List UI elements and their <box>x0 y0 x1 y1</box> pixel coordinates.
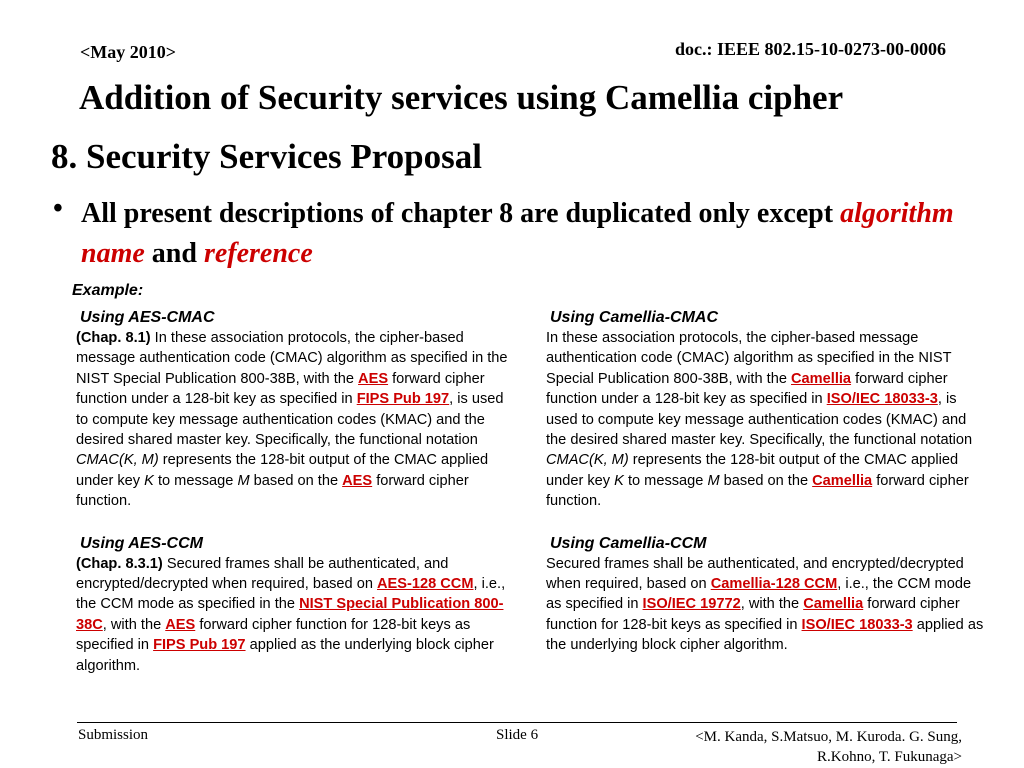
spacer <box>76 512 516 534</box>
header-date: <May 2010> <box>80 42 177 62</box>
bullet-symbol: • <box>53 193 63 224</box>
aes-link[interactable]: AES <box>342 472 373 489</box>
footer-authors <box>695 727 962 767</box>
text-span: to message <box>153 472 238 489</box>
camellia-128-ccm-link[interactable]: Camellia-128 CCM <box>710 576 838 593</box>
text-span: based on the <box>249 472 343 489</box>
aes-ccm-heading: Using AES-CCM <box>80 534 203 552</box>
fips-pub-197-link[interactable]: FIPS Pub 197 <box>153 637 246 654</box>
text-span: forward cipher function. <box>546 472 969 510</box>
iso-iec-18033-3-link[interactable]: ISO/IEC 18033-3 <box>826 391 938 408</box>
authors-line-2: R.Kohno, T. Fukunaga> <box>817 749 962 765</box>
left-column <box>76 308 516 676</box>
bullet-text-mid: and <box>144 238 204 269</box>
aes-link[interactable]: AES <box>358 370 389 387</box>
text-span: to message <box>623 472 708 489</box>
bullet-text-before: All present descriptions of chapter 8 are duplicated only except <box>81 198 841 229</box>
camellia-link[interactable]: Camellia <box>803 596 864 613</box>
section-heading: 8. Security Services Proposal <box>51 137 482 176</box>
text-span: forward cipher function for 128-bit keys as specified in <box>76 616 471 654</box>
footer-submission: Submission <box>78 727 149 743</box>
camellia-ccm-paragraph <box>546 554 986 656</box>
footer-slide-number: Slide 6 <box>496 727 539 743</box>
aes-link[interactable]: AES <box>165 616 196 633</box>
text-span: forward cipher function. <box>76 472 469 510</box>
text-span: forward cipher function for 128-bit keys as specified in <box>546 596 960 633</box>
text-span: represents the 128-bit output of the CMAC applied under key <box>76 452 489 489</box>
text-span: In these association protocols, the cipher-based message authentication code (CMAC) algorithm as specified in the NIST Special Publication 800-38B, with the <box>76 330 508 387</box>
text-span: , is used to compute key message authentication codes (KMAC) and the desired shared master key. Specifically, the functional notation <box>76 391 504 449</box>
right-column <box>546 308 986 656</box>
camellia-cmac-paragraph <box>546 328 986 512</box>
chapter-ref: (Chap. 8.3.1) <box>76 555 163 572</box>
slide-title: Addition of Security services using Camellia cipher <box>79 78 844 117</box>
iso-iec-19772-link[interactable]: ISO/IEC 19772 <box>642 596 741 613</box>
camellia-ccm-heading: Using Camellia-CCM <box>550 534 707 552</box>
aes-cmac-paragraph <box>76 328 516 512</box>
bullet-point <box>81 194 961 274</box>
italic-notation: K <box>614 472 624 489</box>
text-span: Secured frames shall be authenticated, and encrypted/decrypted when required, based on <box>76 555 449 593</box>
fips-pub-197-link[interactable]: FIPS Pub 197 <box>356 391 450 408</box>
text-span: , i.e., the CCM mode as specified in the <box>76 576 506 613</box>
text-span: forward cipher function under a 128-bit key as specified in <box>546 370 948 408</box>
italic-notation: M <box>237 472 250 489</box>
text-span: , is used to compute key message authentication codes (KMAC) and the desired shared master key. Specifically, the functional notation <box>546 391 973 449</box>
text-span: applied as the underlying block cipher algorithm. <box>76 637 494 674</box>
footer-divider <box>77 722 957 723</box>
bullet-emphasis-reference: reference <box>203 238 313 269</box>
chapter-ref: (Chap. 8.1) <box>76 330 151 346</box>
document-number: doc.: IEEE 802.15-10-0273-00-0006 <box>675 39 946 59</box>
spacer <box>546 512 986 534</box>
nist-sp-800-38c-link[interactable]: NIST Special Publication 800-38C <box>76 596 504 633</box>
text-span: , with the <box>102 616 166 633</box>
aes-ccm-paragraph <box>76 554 516 676</box>
text-span: based on the <box>719 472 813 489</box>
text-span: represents the 128-bit output of the CMAC applied under key <box>546 452 959 489</box>
text-span: , with the <box>740 596 804 613</box>
aes-cmac-heading: Using AES-CMAC <box>80 309 215 326</box>
aes-128-ccm-link[interactable]: AES-128 CCM <box>377 576 474 593</box>
text-span: Secured frames shall be authenticated, and encrypted/decrypted when required, based on <box>546 555 964 593</box>
authors-line-1: <M. Kanda, S.Matsuo, M. Kuroda. G. Sung, <box>695 729 962 745</box>
camellia-cmac-heading: Using Camellia-CMAC <box>550 309 719 326</box>
text-span: forward cipher function under a 128-bit key as specified in <box>76 370 485 408</box>
example-label: Example: <box>72 282 144 299</box>
italic-notation: CMAC(K, M) <box>76 452 159 469</box>
bullet-emphasis-algorithm-name: algorithm name <box>81 198 954 269</box>
italic-notation: M <box>707 472 720 489</box>
camellia-link[interactable]: Camellia <box>791 370 852 387</box>
camellia-link[interactable]: Camellia <box>812 472 873 489</box>
text-span: In these association protocols, the cipher-based message authentication code (CMAC) algorithm as specified in the NIST Special Publication 800-38B, with the <box>546 330 952 387</box>
iso-iec-18033-3-link[interactable]: ISO/IEC 18033-3 <box>801 616 913 633</box>
text-span: applied as the underlying block cipher algorithm. <box>546 616 984 654</box>
italic-notation: K <box>144 472 154 489</box>
italic-notation: CMAC(K, M) <box>546 452 629 469</box>
text-span: , i.e., the CCM mode as specified in <box>546 576 972 613</box>
